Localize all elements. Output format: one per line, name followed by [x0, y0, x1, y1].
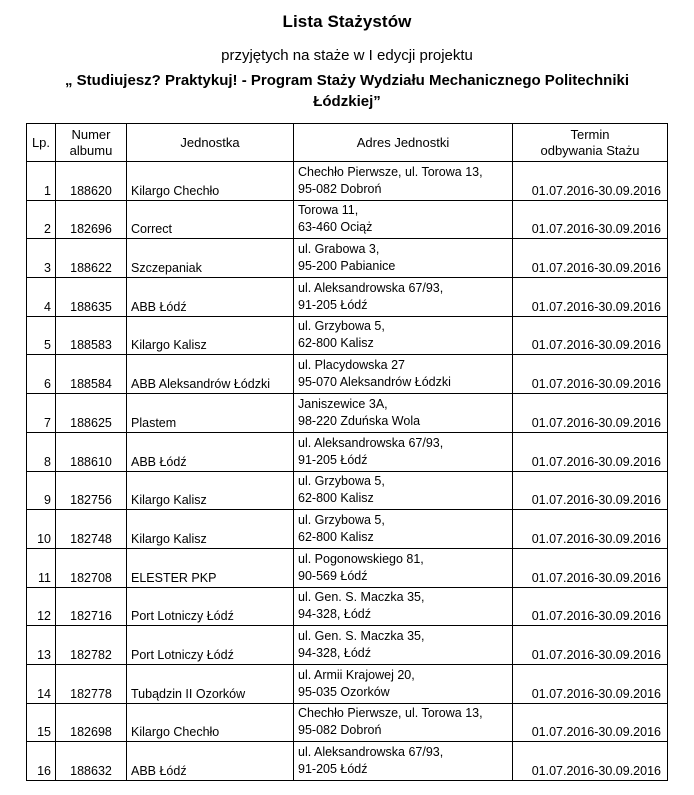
cell-unit: Port Lotniczy Łódź [127, 587, 294, 626]
table-row [27, 278, 668, 317]
cell-lp: 15 [27, 703, 56, 742]
cell-lp: 2 [27, 200, 56, 239]
table-body [27, 162, 668, 781]
cell-lp: 3 [27, 239, 56, 278]
cell-unit: ABB Łódź [127, 432, 294, 471]
address-line-street: ul. Grabowa 3, [298, 242, 380, 257]
cell-album-number: 188610 [56, 432, 127, 471]
cell-term: 01.07.2016-30.09.2016 [513, 239, 668, 278]
cell-album-number: 182696 [56, 200, 127, 239]
cell-term: 01.07.2016-30.09.2016 [513, 278, 668, 317]
cell-unit: Correct [127, 200, 294, 239]
cell-term: 01.07.2016-30.09.2016 [513, 510, 668, 549]
address-line-city: 95-082 Dobroń [298, 723, 382, 738]
address-line-street: ul. Grzybowa 5, [298, 512, 385, 527]
address-line-city: 95-070 Aleksandrów Łódzki [298, 375, 451, 390]
cell-lp: 12 [27, 587, 56, 626]
address-line-city: 95-035 Ozorków [298, 684, 390, 699]
cell-album-number: 188622 [56, 239, 127, 278]
cell-lp: 11 [27, 548, 56, 587]
cell-address [294, 626, 513, 665]
cell-address [294, 278, 513, 317]
header-lp: Lp. [27, 124, 56, 162]
address-line-street: ul. Pogonowskiego 81, [298, 551, 424, 566]
cell-term: 01.07.2016-30.09.2016 [513, 162, 668, 201]
cell-lp: 8 [27, 432, 56, 471]
table-row [27, 471, 668, 510]
table-row [27, 239, 668, 278]
address-line-city: 63-460 Ociąż [298, 220, 373, 235]
cell-term: 01.07.2016-30.09.2016 [513, 355, 668, 394]
cell-unit: ABB Łódź [127, 278, 294, 317]
cell-album-number: 188625 [56, 394, 127, 433]
address-line-street: Janiszewice 3A, [298, 396, 388, 411]
cell-album-number: 188635 [56, 278, 127, 317]
cell-address [294, 471, 513, 510]
cell-term: 01.07.2016-30.09.2016 [513, 316, 668, 355]
cell-lp: 5 [27, 316, 56, 355]
table-row [27, 316, 668, 355]
cell-address [294, 355, 513, 394]
cell-term: 01.07.2016-30.09.2016 [513, 200, 668, 239]
address-line-street: ul. Armii Krajowej 20, [298, 667, 415, 682]
header-album-line-2: albumu [69, 142, 113, 158]
cell-address [294, 239, 513, 278]
header-term [513, 124, 668, 162]
cell-unit: Port Lotniczy Łódź [127, 626, 294, 665]
cell-address [294, 587, 513, 626]
header-term-line-1: Termin [570, 126, 610, 142]
address-line-street: ul. Gen. S. Maczka 35, [298, 590, 425, 605]
cell-lp: 16 [27, 742, 56, 781]
cell-term: 01.07.2016-30.09.2016 [513, 626, 668, 665]
cell-address [294, 200, 513, 239]
header-album-line-1: Numer [71, 126, 111, 142]
cell-address [294, 394, 513, 433]
address-line-city: 91-205 Łódź [298, 297, 368, 312]
address-line-street: Torowa 11, [298, 203, 359, 218]
cell-term: 01.07.2016-30.09.2016 [513, 587, 668, 626]
cell-unit: ELESTER PKP [127, 548, 294, 587]
address-line-city: 62-800 Kalisz [298, 336, 374, 351]
cell-album-number: 182782 [56, 626, 127, 665]
cell-album-number: 182716 [56, 587, 127, 626]
cell-term: 01.07.2016-30.09.2016 [513, 703, 668, 742]
address-line-street: ul. Gen. S. Maczka 35, [298, 628, 425, 643]
header-address: Adres Jednostki [294, 124, 513, 162]
cell-unit: Plastem [127, 394, 294, 433]
table-row [27, 162, 668, 201]
cell-lp: 9 [27, 471, 56, 510]
cell-unit: Kilargo Kalisz [127, 510, 294, 549]
address-line-city: 94-328, Łódź [298, 607, 371, 622]
cell-term: 01.07.2016-30.09.2016 [513, 471, 668, 510]
table-row [27, 355, 668, 394]
address-line-city: 95-200 Pabianice [298, 259, 396, 274]
address-line-street: ul. Aleksandrowska 67/93, [298, 435, 444, 450]
cell-album-number: 188620 [56, 162, 127, 201]
address-line-city: 95-082 Dobroń [298, 181, 382, 196]
table-row [27, 200, 668, 239]
cell-album-number: 182698 [56, 703, 127, 742]
cell-album-number: 188632 [56, 742, 127, 781]
cell-address [294, 162, 513, 201]
table-row [27, 664, 668, 703]
cell-unit: Kilargo Chechło [127, 162, 294, 201]
address-line-street: ul. Aleksandrowska 67/93, [298, 280, 444, 295]
address-line-city: 90-569 Łódź [298, 568, 368, 583]
cell-unit: ABB Łódź [127, 742, 294, 781]
cell-address [294, 510, 513, 549]
cell-lp: 7 [27, 394, 56, 433]
document-subtitle: przyjętych na staże w I edycji projektu [221, 47, 473, 64]
header-unit: Jednostka [127, 124, 294, 162]
table-header-row [27, 124, 668, 162]
cell-album-number: 182708 [56, 548, 127, 587]
project-name-line-2: Łódzkiej” [313, 93, 381, 110]
cell-unit: ABB Aleksandrów Łódzki [127, 355, 294, 394]
address-line-street: ul. Grzybowa 5, [298, 474, 385, 489]
address-line-street: ul. Aleksandrowska 67/93, [298, 745, 444, 759]
cell-lp: 1 [27, 162, 56, 201]
cell-term: 01.07.2016-30.09.2016 [513, 742, 668, 781]
cell-address [294, 432, 513, 471]
cell-term: 01.07.2016-30.09.2016 [513, 432, 668, 471]
address-line-street: ul. Grzybowa 5, [298, 319, 385, 334]
cell-album-number: 188583 [56, 316, 127, 355]
cell-address [294, 664, 513, 703]
address-line-city: 91-205 Łódź [298, 452, 368, 467]
address-line-city: 62-800 Kalisz [298, 491, 374, 506]
table-row [27, 587, 668, 626]
trainees-table [26, 123, 668, 781]
address-line-street: Chechło Pierwsze, ul. Torowa 13, [298, 164, 483, 179]
project-name [20, 70, 674, 112]
cell-address [294, 548, 513, 587]
cell-term: 01.07.2016-30.09.2016 [513, 548, 668, 587]
cell-lp: 4 [27, 278, 56, 317]
address-line-city: 62-800 Kalisz [298, 529, 374, 544]
table-row [27, 394, 668, 433]
cell-album-number: 182778 [56, 664, 127, 703]
cell-unit: Tubądzin II Ozorków [127, 664, 294, 703]
cell-lp: 13 [27, 626, 56, 665]
cell-address [294, 316, 513, 355]
project-name-line-1: „ Studiujesz? Praktykuj! - Program Staży Wydziału Mechanicznego Politechniki [64, 72, 629, 89]
document-title: Lista Stażystów [282, 12, 412, 31]
cell-unit: Kilargo Chechło [127, 703, 294, 742]
cell-unit: Kilargo Kalisz [127, 471, 294, 510]
cell-album-number: 188584 [56, 355, 127, 394]
table-row [27, 510, 668, 549]
cell-address [294, 742, 513, 781]
address-line-street: ul. Placydowska 27 [298, 358, 406, 373]
table-row [27, 626, 668, 665]
cell-term: 01.07.2016-30.09.2016 [513, 394, 668, 433]
address-line-city: 91-205 Łódź [298, 762, 368, 776]
cell-term: 01.07.2016-30.09.2016 [513, 664, 668, 703]
cell-address [294, 703, 513, 742]
cell-lp: 10 [27, 510, 56, 549]
address-line-street: Chechło Pierwsze, ul. Torowa 13, [298, 706, 483, 721]
cell-album-number: 182756 [56, 471, 127, 510]
header-term-line-2: odbywania Stażu [540, 142, 640, 158]
table-row [27, 548, 668, 587]
cell-lp: 6 [27, 355, 56, 394]
address-line-city: 98-220 Zduńska Wola [298, 413, 421, 428]
cell-lp: 14 [27, 664, 56, 703]
header-album [56, 124, 127, 162]
table-row [27, 742, 668, 781]
table-row [27, 432, 668, 471]
cell-unit: Szczepaniak [127, 239, 294, 278]
cell-album-number: 182748 [56, 510, 127, 549]
table-row [27, 703, 668, 742]
address-line-city: 94-328, Łódź [298, 645, 371, 660]
cell-unit: Kilargo Kalisz [127, 316, 294, 355]
